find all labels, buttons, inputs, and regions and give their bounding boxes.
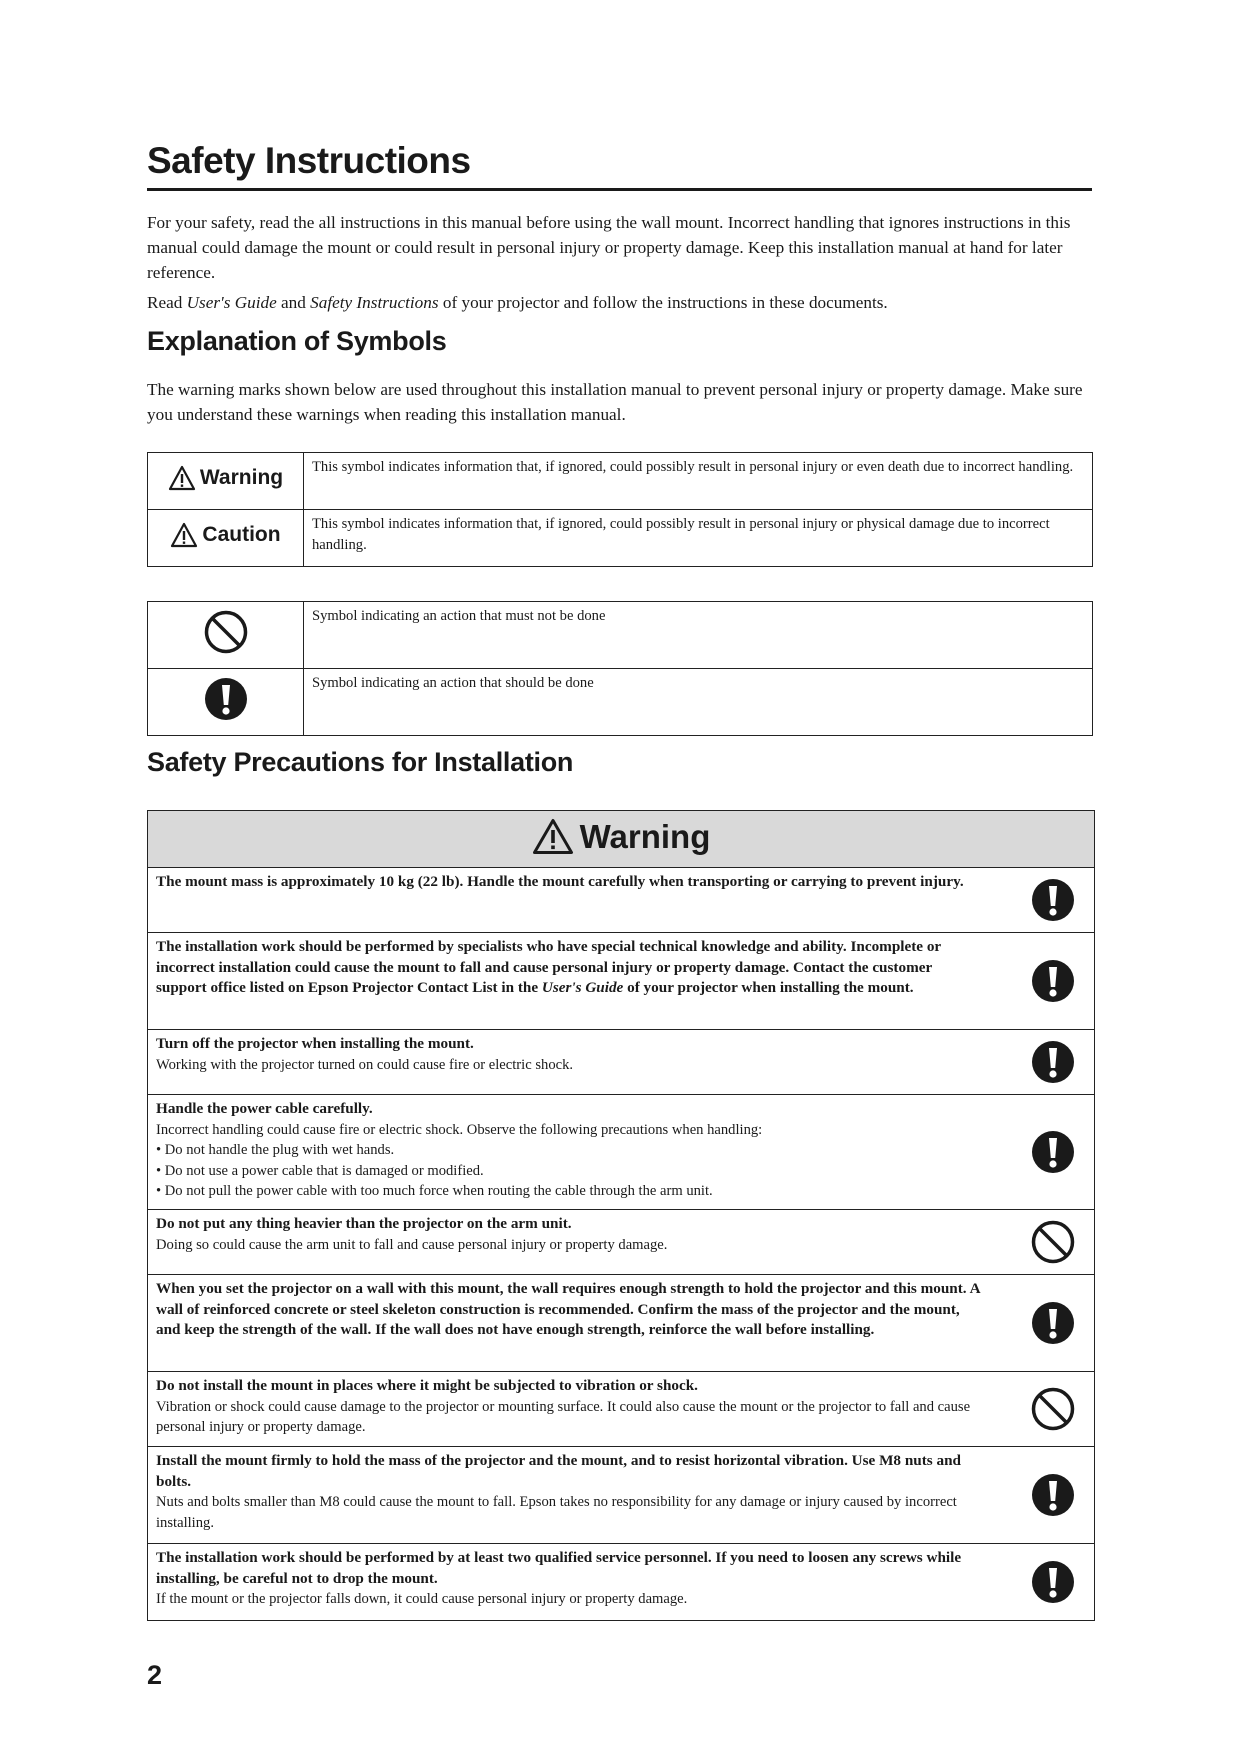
precaution-text — [148, 933, 1012, 1029]
precaution-text — [148, 1095, 1012, 1209]
precaution-row — [148, 1544, 1095, 1621]
mandatory-icon — [1012, 933, 1094, 1029]
title-rule — [147, 188, 1092, 191]
caution-triangle-icon — [170, 522, 198, 548]
prohibition-text: Symbol indicating an action that must not be done — [304, 602, 1093, 669]
page-number: 2 — [147, 1660, 163, 1690]
page-title: Safety Instructions — [147, 140, 471, 181]
intro-read-post: of your projector and follow the instructions in these documents. — [438, 293, 888, 312]
warning-mark-text: This symbol indicates information that, if ignored, could possibly result in personal injury or even death due to incorrect handling. — [304, 453, 1093, 510]
warning-marks-table — [147, 452, 1093, 567]
precaution-row — [148, 1030, 1095, 1095]
caution-label: Caution — [202, 523, 281, 546]
precaution-cell — [148, 1210, 1095, 1275]
precaution-cell — [148, 1030, 1095, 1095]
mandatory-icon — [1012, 1030, 1094, 1094]
caution-mark-row — [148, 510, 1093, 567]
precautions-heading: Safety Precautions for Installation — [147, 747, 574, 777]
precaution-title: When you set the projector on a wall with this mount, the wall requires enough strength to hold the projector and this mount. A wall of reinforced concrete or steel skeleton construction is recommended. Confirm the mass of the projector and the mount, and keep the strength of the wall. If the wall does not have enough strength, reinforce the wall before installing. — [156, 1280, 980, 1338]
safety-instructions-ref: Safety Instructions — [310, 293, 439, 312]
intro-and: and — [276, 293, 311, 312]
precaution-title: The mount mass is approximately 10 kg (22 lb). Handle the mount carefully when transporting or carrying to prevent injury. — [156, 873, 964, 890]
precaution-cell — [148, 1275, 1095, 1372]
precaution-cell — [148, 1095, 1095, 1210]
precaution-body-line: Doing so could cause the arm unit to fall and cause personal injury or property damage. — [156, 1236, 668, 1253]
precaution-title-part: The installation work should be performed by specialists who have special technical knowledge and ability. Incomplete or incorrect installation could cause the mount to fall and cause personal injury or property damage. Contact the customer support office listed on Epson Projector Contact List in the — [156, 938, 941, 996]
intro-paragraph: For your safety, read the all instructions in this manual before using the wall mount. Incorrect handling that ignores instructions in this manual could damage the mount or could result in personal injury or property damage. Keep this installation manual at hand for later reference. — [147, 213, 1071, 282]
precaution-title — [156, 937, 984, 999]
precaution-title: Turn off the projector when installing the mount. — [156, 1035, 474, 1052]
precaution-body-line: • Do not use a power cable that is damaged or modified. — [156, 1162, 484, 1179]
precaution-title: Do not install the mount in places where it might be subjected to vibration or shock. — [156, 1377, 698, 1394]
precaution-body-line: Nuts and bolts smaller than M8 could cause the mount to fall. Epson takes no responsibility for any damage or injury caused by incorrect installing. — [156, 1494, 957, 1531]
precaution-row — [148, 1372, 1095, 1447]
precaution-title-part: User's Guide — [541, 979, 624, 996]
precaution-text — [148, 1372, 1012, 1446]
mandatory-icon — [1012, 1275, 1094, 1371]
prohibition-row — [148, 602, 1093, 669]
precaution-cell — [148, 868, 1095, 933]
mandatory-icon — [1012, 1447, 1094, 1543]
precaution-title: The installation work should be performed by at least two qualified service personnel. If you need to loosen any screws while installing, be careful not to drop the mount. — [156, 1549, 962, 1587]
warning-mark-cell — [148, 453, 304, 510]
precaution-text — [148, 1447, 1012, 1543]
users-guide-ref: User's Guide — [186, 293, 277, 312]
precautions-table — [147, 810, 1095, 1621]
precaution-text — [148, 1030, 1012, 1094]
prohibition-icon — [203, 609, 249, 655]
prohibition-icon — [1012, 1372, 1094, 1446]
prohibition-cell — [148, 602, 304, 669]
precaution-row — [148, 1447, 1095, 1544]
precaution-row — [148, 868, 1095, 933]
mandatory-row — [148, 669, 1093, 736]
caution-mark-cell — [148, 510, 304, 567]
precaution-text — [148, 1275, 1012, 1371]
precaution-title: Do not put any thing heavier than the projector on the arm unit. — [156, 1215, 572, 1232]
mandatory-text: Symbol indicating an action that should be done — [304, 669, 1093, 736]
explanation-text: The warning marks shown below are used throughout this installation manual to prevent personal injury or property damage. Make sure you understand these warnings when reading this installation manual. — [147, 380, 1083, 424]
precaution-row — [148, 1095, 1095, 1210]
precaution-text — [148, 1210, 1012, 1274]
precaution-cell — [148, 1544, 1095, 1621]
warning-triangle-icon — [168, 465, 196, 491]
precaution-row — [148, 1275, 1095, 1372]
precaution-text — [148, 1544, 1012, 1620]
intro — [147, 210, 1092, 320]
precautions-rows — [148, 868, 1095, 1621]
precautions-warning-label: Warning — [579, 817, 711, 855]
warning-mark-row — [148, 453, 1093, 510]
warning-label: Warning — [199, 466, 284, 489]
intro-read-pre: Read — [147, 293, 187, 312]
precaution-text — [148, 868, 1012, 932]
precaution-body-line: • Do not handle the plug with wet hands. — [156, 1142, 395, 1158]
precaution-body-line: Working with the projector turned on could cause fire or electric shock. — [156, 1056, 574, 1073]
precaution-row — [148, 1210, 1095, 1275]
action-symbols-table — [147, 601, 1093, 736]
precaution-body-line: • Do not pull the power cable with too much force when routing the cable through the arm unit. — [156, 1183, 713, 1199]
precaution-row — [148, 933, 1095, 1030]
precaution-cell — [148, 1447, 1095, 1544]
precaution-cell — [148, 1372, 1095, 1447]
mandatory-icon — [1012, 868, 1094, 932]
warning-triangle-icon — [532, 818, 574, 855]
precaution-title-part: of your projector when installing the mount. — [623, 979, 914, 996]
mandatory-icon — [203, 676, 249, 722]
mandatory-icon — [1012, 1095, 1094, 1209]
precaution-title: Install the mount firmly to hold the mass of the projector and the mount, and to resist horizontal vibration. Use M8 nuts and bolts. — [156, 1452, 961, 1490]
explanation-heading: Explanation of Symbols — [147, 326, 447, 356]
precautions-header — [148, 811, 1095, 868]
precaution-body-line: If the mount or the projector falls down, it could cause personal injury or property damage. — [156, 1591, 688, 1607]
precaution-cell — [148, 933, 1095, 1030]
precautions-header-row — [148, 811, 1095, 868]
prohibition-icon — [1012, 1210, 1094, 1274]
mandatory-icon — [1012, 1544, 1094, 1620]
precaution-title: Handle the power cable carefully. — [156, 1100, 373, 1117]
precaution-body-line: Incorrect handling could cause fire or electric shock. Observe the following precautions when handling: — [156, 1121, 763, 1138]
caution-mark-text: This symbol indicates information that, if ignored, could possibly result in personal injury or physical damage due to incorrect handling. — [304, 510, 1093, 567]
mandatory-cell — [148, 669, 304, 736]
intro-read-paragraph — [147, 290, 1092, 315]
precaution-body-line: Vibration or shock could cause damage to the projector or mounting surface. It could also cause the mount or the projector to fall and cause personal injury or property damage. — [156, 1398, 971, 1435]
